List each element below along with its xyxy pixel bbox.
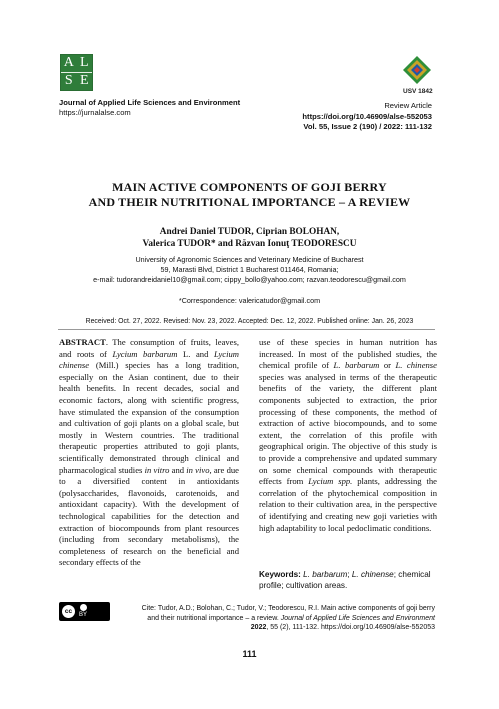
- abstract-text: , are due to a diversified content in antioxidants (polysaccharides, flavonoids, carotenoids, and antioxidant capacity). With the development of technological capabilities for the detection and extraction of biocompounds from plant resources (including from secondary metabolisms), the completeness of research on the beneficial and secondary effects of the: [59, 464, 239, 568]
- logo-letter: L: [77, 55, 93, 73]
- logo-letter: A: [61, 55, 77, 73]
- cc-license-badge[interactable]: [59, 602, 110, 621]
- keyword: L. chinense: [351, 570, 394, 579]
- article-type: Review Article: [384, 101, 432, 110]
- journal-url[interactable]: https://jurnalalse.com: [59, 108, 131, 117]
- abstract-right-column: [259, 337, 437, 534]
- correspondence: *Correspondence: valericatudor@gmail.com: [178, 296, 321, 305]
- authors-line: Andrei Daniel TUDOR, Ciprian BOLOHAN,: [159, 227, 340, 237]
- divider: [58, 329, 435, 330]
- keywords-label: Keywords:: [259, 570, 301, 579]
- usv-logo-icon: [402, 55, 432, 85]
- abstract-term: in vivo: [186, 464, 210, 475]
- title-line: MAIN ACTIVE COMPONENTS OF GOJI BERRY: [112, 180, 387, 194]
- article-volume: Vol. 55, Issue 2 (190) / 2022: 111-132: [303, 122, 432, 131]
- article-title: [0, 180, 499, 210]
- article-doi[interactable]: https://doi.org/10.46909/alse-552053: [302, 111, 432, 121]
- keyword: L. barbarum: [303, 570, 348, 579]
- journal-info: [59, 98, 240, 118]
- journal-name: Journal of Applied Life Sciences and Environment: [59, 98, 241, 107]
- abstract-text: L. and: [177, 348, 214, 359]
- affiliation-line: University of Agronomic Sciences and Veterinary Medicine of Bucharest: [135, 255, 364, 264]
- species-name: L. barbarum: [333, 360, 380, 371]
- article-info: [302, 101, 432, 133]
- citation-journal: Journal of Applied Life Sciences and Environment: [280, 614, 435, 622]
- species-name: Lycium chinense: [59, 348, 239, 371]
- affiliation-line: 59, Marasti Blvd, District 1 Bucharest 011464, Romania;: [160, 265, 339, 274]
- citation-suffix: , 55 (2), 111-132. https://doi.org/10.46909/alse-552053: [266, 624, 435, 632]
- citation: [135, 604, 435, 633]
- citation-year: 2022: [250, 624, 267, 632]
- authors-line: Valerica TUDOR* and Răzvan Ionuţ TEODORESCU: [142, 239, 357, 249]
- article-dates: Received: Oct. 27, 2022. Revised: Nov. 23, 2022. Accepted: Dec. 12, 2022. Published online: Jan. 26, 2023: [85, 318, 414, 325]
- abstract-text: or: [379, 360, 396, 371]
- affiliation-emails: e-mail: tudorandreidaniel10@gmail.com; cippy_bollo@yahoo.com; razvan.teodorescu@gmail.com: [93, 275, 406, 284]
- species-name: Lycium spp.: [308, 476, 353, 487]
- logo-letter: S: [64, 73, 73, 89]
- abstract-text: plants, addressing the correlation of the phytochemical composition in relation to their cultivation area, in the perspective of identifying and creating new goji varieties with high adaptability to local pedoclimatic conditions.: [259, 476, 437, 533]
- affiliation: [0, 255, 499, 285]
- citation-text: Cite: Tudor, A.D.; Bolohan, C.; Tudor, V.; Teodorescu, R.I. Main active components of goji berry and their nutritional importance – a review.: [141, 605, 435, 622]
- keywords: [259, 569, 437, 591]
- abstract-text: species was analysed in terms of the therapeutic benefits of the variety, the different plant components subjected to extraction, the prior processing of these components, the method of extraction of active biocompounds, and to some extent, the correlation of this profile with geographical origin. The objective of this study is to provide a comprehensive and updated summary on some chemical compounds with therapeutic effects from: [259, 371, 437, 487]
- authors: [0, 226, 499, 250]
- abstract-text: use of these species in human nutrition has increased. In most of the published studies, the chemical profile of: [259, 337, 437, 371]
- page-number: 111: [242, 649, 257, 659]
- abstract-text: and: [169, 464, 187, 475]
- logo-letter: E: [79, 73, 89, 89]
- keyword-separator: ;: [347, 570, 352, 579]
- by-label: BY: [79, 612, 88, 618]
- abstract-text: (Mill.) species has a long tradition, especially on the Asian continent, due to their health benefits. In recent decades, social and economic factors, along with scientific progress, have stimulated the expansion of the consumption and cultivation of goji plants on a global scale, but mostly in Western countries. The traditional therapeutic properties attributed to goji plants, scientifically demonstrated through clinical and pharmacological studies: [59, 360, 239, 475]
- abstract-label: ABSTRACT: [59, 337, 106, 347]
- alse-logo: [60, 54, 93, 91]
- by-icon: [79, 604, 87, 619]
- species-name: Lycium barbarum: [112, 348, 178, 359]
- usv-label: USV 1842: [403, 88, 433, 95]
- title-line: AND THEIR NUTRITIONAL IMPORTANCE – A REVIEW: [88, 195, 411, 209]
- abstract-left-column: [59, 337, 239, 569]
- cc-icon: cc: [62, 605, 75, 618]
- abstract-term: in vitro: [144, 464, 170, 475]
- keyword-rest: ; chemical profile; cultivation areas.: [259, 570, 431, 590]
- species-name: L. chinense: [395, 360, 437, 371]
- abstract-text: . The consumption of fruits, leaves, and roots of: [59, 337, 239, 359]
